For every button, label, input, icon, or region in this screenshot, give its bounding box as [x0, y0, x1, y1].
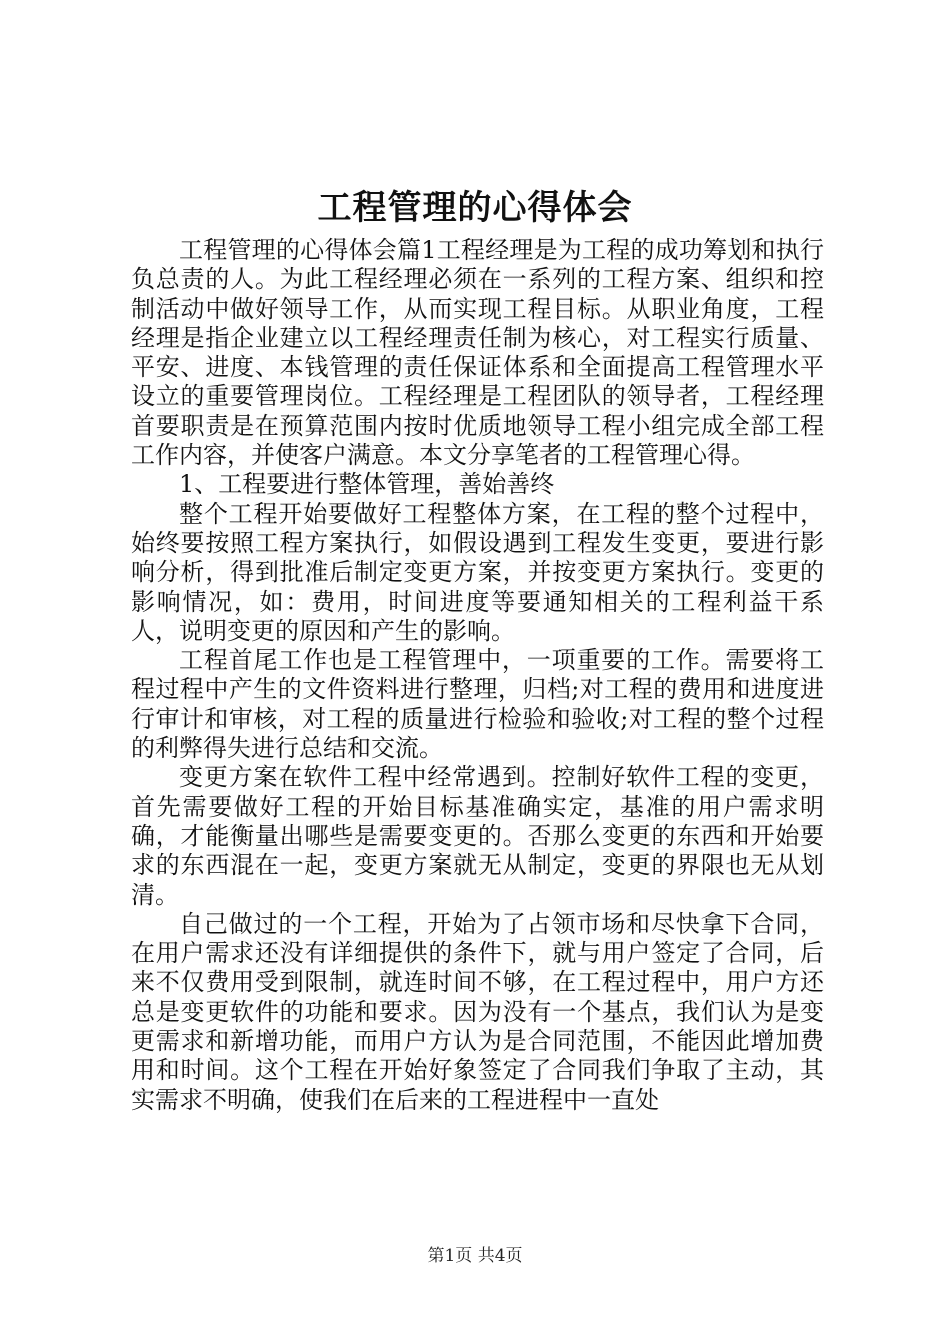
page-number-footer: 第1页 共4页 — [427, 1246, 523, 1266]
section-heading: 1、工程要进行整体管理，善始善终 — [179, 470, 555, 499]
paragraph: 工程管理的心得体会篇1工程经理是为工程的成功筹划和执行负总责的人。为此工程经理必须在一系列的工程方案、组织和控制活动中做好领导工作，从而实现工程目标。从职业角度，工程经理是指企业建立以工程经理责任制为核心，对工程实行质量、平安、进度、本钱管理的责任保证体系和全面提高工程管理水平设立的重要管理岗位。工程经理是工程团队的领导者，工程经理首要职责是在预算范围内按时优质地领导工程小组完成全部工程工作内容，并使客户满意。本文分享笔者的工程管理心得。 — [131, 236, 824, 470]
document-body — [131, 236, 824, 1115]
paragraph: 变更方案在软件工程中经常遇到。控制好软件工程的变更，首先需要做好工程的开始目标基准确实定，基准的用户需求明确，才能衡量出哪些是需要变更的。否那么变更的东西和开始要求的东西混在一起，变更方案就无从制定，变更的界限也无从划清。 — [131, 763, 824, 909]
paragraph: 自己做过的一个工程，开始为了占领市场和尽快拿下合同，在用户需求还没有详细提供的条件下，就与用户签定了合同，后来不仅费用受到限制，就连时间不够，在工程过程中，用户方还总是变更软件的功能和要求。因为没有一个基点，我们认为是变更需求和新增功能，而用户方认为是合同范围，不能因此增加费用和时间。这个工程在开始好象签定了合同我们争取了主动，其实需求不明确，使我们在后来的工程进程中一直处 — [131, 909, 824, 1114]
paragraph: 工程首尾工作也是工程管理中，一项重要的工作。需要将工程过程中产生的文件资料进行整理，归档;对工程的费用和进度进行审计和审核，对工程的质量进行检验和验收;对工程的整个过程的利弊得失进行总结和交流。 — [131, 646, 824, 763]
document-title: 工程管理的心得体会 — [317, 188, 633, 228]
paragraph: 整个工程开始要做好工程整体方案，在工程的整个过程中，始终要按照工程方案执行，如假设遇到工程发生变更，要进行影响分析，得到批准后制定变更方案，并按变更方案执行。变更的影响情况，如：费用，时间进度等要通知相关的工程利益干系人，说明变更的原因和产生的影响。 — [131, 499, 824, 645]
